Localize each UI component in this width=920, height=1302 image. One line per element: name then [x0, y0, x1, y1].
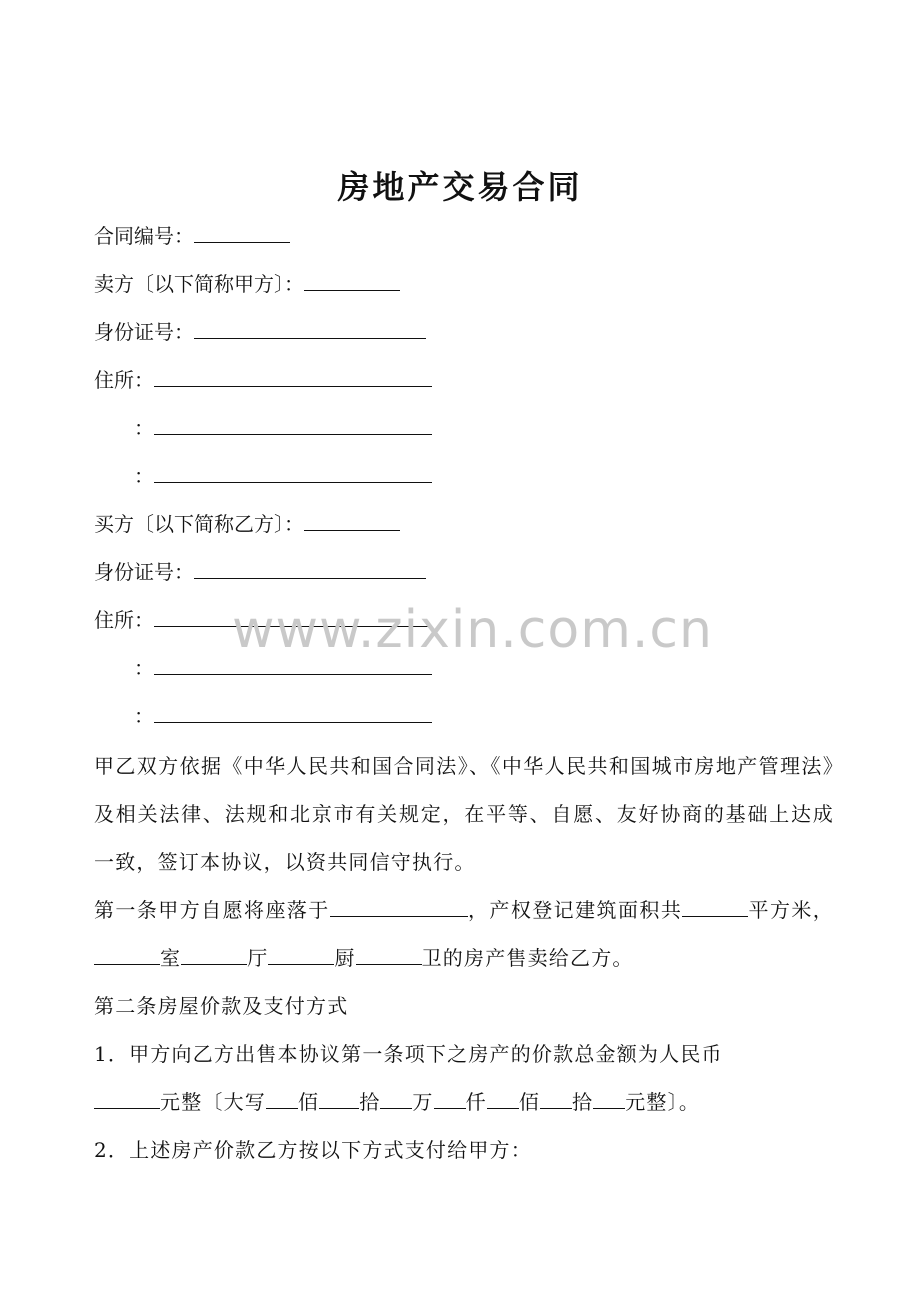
price-blank-1 — [266, 1088, 298, 1109]
article-1-paragraph — [94, 886, 834, 982]
price-text-7: 拾 — [572, 1090, 594, 1114]
price-text-4: 万 — [412, 1090, 434, 1114]
article-1-text-6: 厨 — [334, 946, 356, 970]
price-blank-4 — [434, 1088, 466, 1109]
article-1-text-5: 厅 — [247, 946, 269, 970]
seller-id-label: 身份证号： — [94, 320, 194, 344]
document-title: 房地产交易合同 — [337, 168, 583, 206]
rooms-blank — [94, 944, 160, 965]
price-numeric-blank — [94, 1088, 160, 1109]
location-blank — [330, 896, 468, 917]
price-text-2: 佰 — [298, 1090, 320, 1114]
article-1-text-3: 平方米， — [748, 898, 835, 922]
price-text-6: 佰 — [518, 1090, 541, 1114]
preamble-paragraph: 甲乙双方依据《中华人民共和国合同法》、《中华人民共和国城市房地产管理法》及相关法律、法规和北京市有关规定，在平等、自愿、友好协商的基础上达成一致，签订本协议，以资共同信守执行。 — [94, 754, 834, 874]
buyer-extra-line-1 — [134, 654, 432, 682]
seller-address-blank — [154, 366, 432, 387]
seller-label: 卖方〔以下简称甲方〕： — [94, 272, 304, 296]
contract-number-label: 合同编号： — [94, 224, 194, 248]
price-blank-2 — [319, 1088, 359, 1109]
article-2-heading: 第二条房屋价款及支付方式 — [94, 994, 349, 1018]
buyer-blank — [304, 510, 400, 531]
bathrooms-blank — [356, 944, 422, 965]
seller-extra-blank-2 — [154, 462, 432, 483]
article-2-item-2: 2．上述房产价款乙方按以下方式支付给甲方： — [94, 1138, 532, 1162]
buyer-label: 买方〔以下简称乙方〕： — [94, 512, 304, 536]
buyer-line — [94, 510, 400, 538]
buyer-id-blank — [194, 558, 426, 579]
kitchens-blank — [268, 944, 334, 965]
article-2-item-1-line-1: 1．甲方向乙方出售本协议第一条项下之房产的价款总金额为人民币 — [94, 1042, 723, 1066]
price-text-1: 元整〔大写 — [160, 1090, 266, 1114]
seller-line — [94, 270, 400, 298]
price-blank-5 — [487, 1088, 519, 1109]
price-text-8: 元整〕。 — [625, 1090, 701, 1114]
article-1-text-4: 室 — [160, 946, 182, 970]
article-1-text-1: 第一条甲方自愿将座落于 — [94, 898, 330, 922]
buyer-extra-label-1: ： — [134, 656, 154, 680]
buyer-id-label: 身份证号： — [94, 560, 194, 584]
price-text-3: 拾 — [359, 1090, 381, 1114]
seller-extra-line-2 — [134, 462, 432, 490]
buyer-extra-blank-1 — [154, 654, 432, 675]
article-1-text-2: ，产权登记建筑面积共 — [467, 898, 683, 922]
halls-blank — [181, 944, 247, 965]
seller-blank — [304, 270, 400, 291]
seller-id-line — [94, 318, 426, 346]
price-blank-6 — [540, 1088, 572, 1109]
buyer-extra-label-2: ： — [134, 704, 154, 728]
area-blank — [682, 896, 748, 917]
buyer-address-blank — [154, 606, 432, 627]
buyer-extra-blank-2 — [154, 702, 432, 723]
buyer-address-line — [94, 606, 432, 634]
buyer-address-label: 住所： — [94, 608, 154, 632]
seller-id-blank — [194, 318, 426, 339]
seller-extra-blank-1 — [154, 414, 432, 435]
seller-address-label: 住所： — [94, 368, 154, 392]
seller-extra-label-2: ： — [134, 464, 154, 488]
article-2-item-1 — [94, 1030, 834, 1126]
buyer-extra-line-2 — [134, 702, 432, 730]
contract-number-line — [94, 222, 290, 250]
seller-address-line — [94, 366, 432, 394]
contract-number-blank — [194, 222, 290, 243]
seller-extra-label-1: ： — [134, 416, 154, 440]
price-blank-3 — [380, 1088, 412, 1109]
seller-extra-line-1 — [134, 414, 432, 442]
buyer-id-line — [94, 558, 426, 586]
watermark: www.zixin.com.cn — [232, 600, 713, 660]
article-1-text-7: 卫的房产售卖给乙方。 — [421, 946, 634, 970]
price-text-5: 仟 — [465, 1090, 487, 1114]
price-blank-7 — [593, 1088, 625, 1109]
